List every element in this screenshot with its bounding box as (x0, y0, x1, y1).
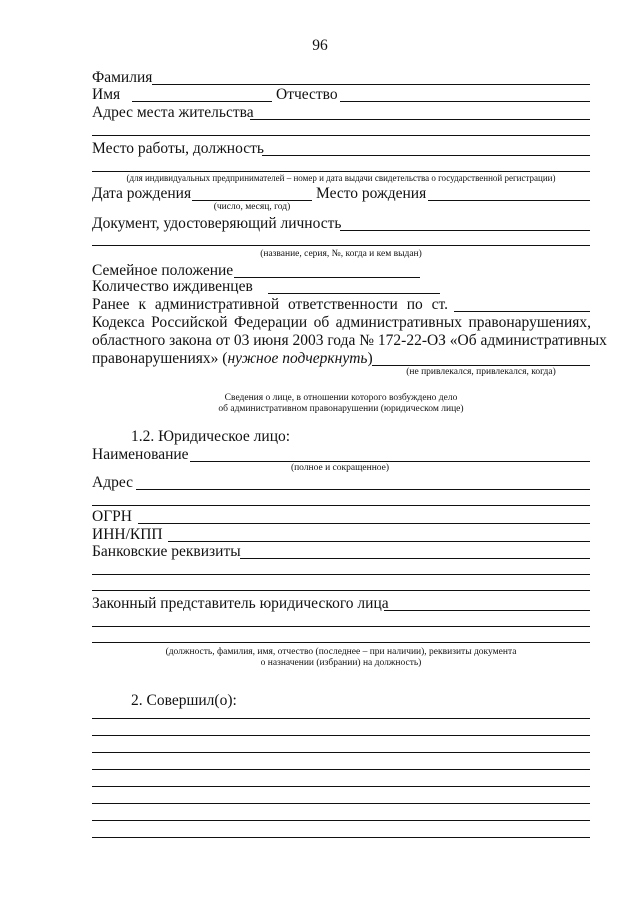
representative-field[interactable] (384, 610, 590, 611)
representative-field-line3[interactable] (92, 642, 590, 643)
inn-label: ИНН/КПП (92, 526, 163, 543)
committed-line-6[interactable] (92, 803, 590, 804)
bank-field-line3[interactable] (92, 590, 590, 591)
ogrn-field[interactable] (138, 523, 590, 524)
id-doc-field-line2[interactable] (92, 245, 590, 246)
legal-address-label: Адрес (92, 474, 133, 491)
legal-name-hint: (полное и сокращенное) (290, 463, 390, 473)
representative-label: Законный представитель юридического лица (92, 595, 389, 612)
marital-label: Семейное положение (92, 262, 234, 279)
legal-address-field-line2[interactable] (92, 505, 590, 506)
bank-field-line2[interactable] (92, 574, 590, 575)
dependents-field[interactable] (268, 293, 440, 294)
liability-line4-start: правонарушениях» ( (92, 350, 228, 367)
surname-label: Фамилия (92, 69, 153, 86)
representative-hint-line1: (должность, фамилия, имя, отчество (последнее – при наличии), реквизиты документа (165, 647, 517, 657)
id-doc-label: Документ, удостоверяющий личность (92, 215, 342, 232)
bank-field[interactable] (240, 558, 590, 559)
liability-article-field[interactable] (454, 311, 590, 312)
committed-line-2[interactable] (92, 735, 590, 736)
page-number: 96 (312, 37, 328, 54)
name-label: Имя (92, 86, 121, 103)
committed-line-5[interactable] (92, 786, 590, 787)
liability-line4 (92, 350, 373, 368)
representative-hint-line2: о назначении (избрании) на должность) (260, 658, 422, 668)
legal-name-field[interactable] (190, 461, 590, 462)
committed-line-7[interactable] (92, 820, 590, 821)
committed-line-8[interactable] (92, 837, 590, 838)
dependents-label: Количество иждивенцев (92, 278, 253, 295)
bank-label: Банковские реквизиты (92, 543, 241, 560)
birth-place-label: Место рождения (316, 185, 427, 202)
work-label: Место работы, должность (92, 140, 264, 157)
committed-heading: 2. Совершил(о): (131, 692, 237, 709)
surname-field[interactable] (152, 84, 590, 85)
legal-address-field[interactable] (136, 489, 590, 490)
patronymic-label: Отчество (276, 86, 338, 103)
address-field[interactable] (250, 119, 590, 120)
liability-line3: областного закона от 03 июня 2003 года № 172-22-ОЗ «Об административных (92, 332, 607, 349)
address-field-line2[interactable] (92, 135, 590, 136)
address-label: Адрес места жительства (92, 104, 254, 121)
liability-line4-italic: нужное подчеркнуть (227, 350, 368, 367)
patronymic-field[interactable] (340, 101, 590, 102)
birth-date-hint: (число, месяц, год) (213, 202, 291, 212)
representative-field-line2[interactable] (92, 626, 590, 627)
committed-line-3[interactable] (92, 752, 590, 753)
id-doc-hint: (название, серия, №, когда и кем выдан) (260, 249, 422, 259)
info-note-line2: об административном правонарушении (юридическом лице) (218, 404, 464, 414)
liability-field[interactable] (372, 365, 590, 366)
committed-line-4[interactable] (92, 769, 590, 770)
entrepreneur-note: (для индивидуальных предпринимателей – номер и дата выдачи свидетельства о государственной регистрации) (126, 173, 556, 183)
liability-hint: (не привлекался, привлекался, когда) (406, 367, 556, 377)
birth-date-label: Дата рождения (92, 185, 192, 202)
liability-line4-end: ) (367, 350, 373, 367)
birth-place-field[interactable] (428, 200, 590, 201)
ogrn-label: ОГРН (92, 508, 132, 525)
legal-name-label: Наименование (92, 446, 189, 463)
birth-date-field[interactable] (192, 200, 312, 201)
liability-line2: Кодекса Российской Федерации об административных правонарушениях, (92, 314, 591, 331)
id-doc-field[interactable] (340, 230, 590, 231)
inn-field[interactable] (168, 541, 590, 542)
liability-line1: Ранее к административной ответственности по ст. (92, 296, 448, 313)
work-field-line2[interactable] (92, 171, 590, 172)
legal-entity-heading: 1.2. Юридическое лицо: (131, 428, 291, 445)
info-note-line1: Сведения о лице, в отношении которого возбуждено дело (224, 393, 458, 403)
committed-line-1[interactable] (92, 718, 590, 719)
marital-field[interactable] (234, 277, 420, 278)
name-field[interactable] (132, 101, 272, 102)
work-field[interactable] (262, 155, 590, 156)
